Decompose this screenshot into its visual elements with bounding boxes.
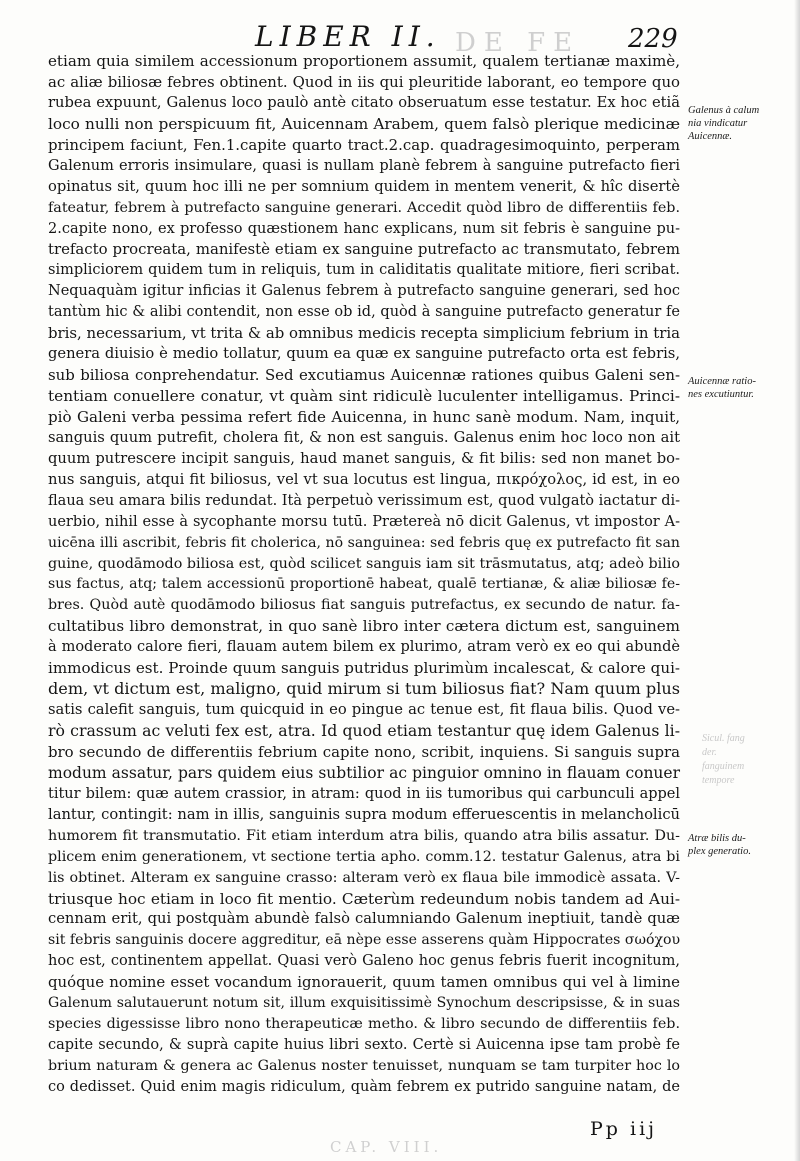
text-line: brium naturam & genera ac Galenus noster tenuisset, nunquam se tam turpiter hoc lo [48, 1058, 680, 1074]
text-line: Nequaquàm igitur inficias it Galenus febrem à putrefacto sanguine generari, sed hoc [48, 283, 680, 300]
text-line: co dedisset. Quid enim magis ridiculum, quàm febrem ex putrido sanguine natam, de [48, 1078, 680, 1095]
marginal-note-line: nes excutiuntur. [688, 389, 754, 400]
text-line: opinatus sit, quum hoc illi ne per somnium quidem in mentem venerit, & hîc disertè [48, 177, 680, 195]
show-through-margin-text [702, 732, 745, 788]
text-line: nus sanguis, atqui fit biliosus, vel vt sua locutus est lingua, πικρόχολος, id est, in eo [48, 470, 680, 488]
text-line: sanguis quum putrefit, cholera fit, & non est sanguis. Galenus enim hoc loco non ait [48, 428, 680, 446]
text-line: sub biliosa conprehendatur. Sed excutiamus Auicennæ rationes quibus Galeni sen- [48, 366, 680, 385]
text-line: tentiam conuellere conatur, vt quàm sint ridiculè luculenter intelligamus. Princi- [48, 387, 680, 405]
marginal-note-line: Auicennæ ratio- [688, 376, 756, 387]
text-line: tantùm hic & alibi contendit, non esse ob id, quòd à sanguine putrefacto generatur fe [48, 304, 680, 321]
text-line: lantur, contingit: nam in illis, sanguinis supra modum efferuescentis in melancholicū [48, 805, 680, 823]
marginal-note-line: Atræ bilis du- [688, 833, 746, 844]
text-line: quóque nomine esset vocandum ignorauerit, quum tamen omnibus qui vel à limine [48, 973, 680, 992]
text-line: dem, vt dictum est, maligno, quid mirum si tum biliosus fiat? Nam quum plus [48, 679, 680, 699]
show-through-line: fanguinem [702, 761, 745, 772]
text-line: sit febris sanguinis docere aggreditur, eā nèpe esse asserens quàm Hippocrates σωόχου [48, 932, 681, 949]
running-title: LIBER II. [255, 20, 441, 53]
text-line: trefacto procreata, manifestè etiam ex sanguine putrefacto ac transmutato, febrem [48, 240, 680, 259]
text-line: etiam quia similem accessionum proportionem assumit, qualem tertianæ maximè, [48, 52, 680, 70]
text-line: piò Galeni verba pessima refert fide Auicenna, in hunc sanè modum. Nam, inquit, [48, 407, 680, 426]
text-line: titur bilem: quæ autem crassior, in atram: quod in iis tumoribus qui carbunculi appel [48, 785, 680, 802]
text-line: capite secundo, & suprà capite huius libri sexto. Certè si Auicenna ipse tam probè fe [48, 1037, 680, 1054]
text-line: hoc est, continentem appellat. Quasi verò Galeno hoc genus febris fuerit incognitum, [48, 953, 680, 970]
marginal-note-line: plex generatio. [688, 846, 751, 857]
text-line: guine, quodāmodo biliosa est, quòd scilicet sanguis iam sit trāsmutatus, atq; adeò bilio [48, 555, 680, 572]
marginal-note-line: nia vindicatur [688, 118, 748, 129]
marginal-note-line: Auicennæ. [688, 131, 733, 142]
show-through-line: tempore [702, 775, 735, 786]
main-text-block [48, 51, 680, 1098]
text-line: à moderato calore fieri, flauam autem bilem ex plurimo, atram verò ex eo qui abundè [48, 639, 680, 656]
text-line: immodicus est. Proinde quum sanguis putridus plurimùm incalescat, & calore qui- [48, 659, 680, 678]
text-line: fateatur, febrem à putrefacto sanguine generari. Accedit quòd libro de differentiis feb. [48, 199, 680, 216]
text-line: uicēna illi ascribit, febris fit cholerica, nō sanguinea: sed febris quę ex putrefacto fit san [48, 534, 680, 551]
text-line: uerbio, nihil esse à sycophante morsu tutū. Prætereà nō dicit Galenus, vt impostor A- [48, 513, 680, 530]
text-line: species digessisse libro nono therapeuticæ metho. & libro secundo de differentiis feb. [48, 1016, 680, 1033]
text-line: flaua seu amara bilis redundat. Ità perpetuò verissimum est, quod vulgatò iactatur di- [48, 492, 681, 509]
text-line: simpliciorem quidem tum in reliquis, tum in caliditatis qualitate mitiore, fieri scribat. [48, 262, 680, 279]
text-line: loco nulli non perspicuum fit, Auicennam Arabem, quem falsò plerique medicinæ [48, 114, 680, 133]
text-line: bris, necessarium, vt trita & ab omnibus medicis recepta simplicium febrium in tria [48, 324, 680, 343]
marginal-note-auicennae [688, 375, 798, 401]
text-line: humorem fit transmutatio. Fit etiam interdum atra bilis, quando atra bilis assatur. Du- [48, 827, 680, 844]
text-line: ac aliæ biliosæ febres obtinent. Quod in iis qui pleuritide laborant, eo tempore quo [48, 72, 680, 91]
marginal-note-line: Galenus à calum [688, 105, 760, 116]
text-line: cennam erit, qui postquàm abundè falsò calumniando Galenum ineptiuit, tandè quæ [48, 910, 680, 928]
text-line: bro secundo de differentiis febrium capite nono, scribit, inquiens. Si sanguis supra [48, 742, 680, 761]
signature-mark: Pp iij [590, 1118, 658, 1140]
text-line: Galenum salutauerunt notum sit, illum exquisitissimè Synochum descripsisse, & in suas [48, 995, 680, 1012]
text-line: quum putrescere incipit sanguis, haud manet sanguis, & fit bilis: sed non manet bo- [48, 449, 680, 467]
show-through-line: Sicul. fang [702, 733, 745, 744]
show-through-footer: CAP. VIII. [330, 1138, 443, 1156]
text-line: rò crassum ac veluti fex est, atra. Id quod etiam testantur quę idem Galenus li- [48, 721, 680, 740]
text-line: Galenum erroris insimulare, quasi is nullam planè febrem à sanguine putrefacto fieri [48, 157, 680, 174]
show-through-text: DE FE [455, 28, 581, 58]
text-line: 2.capite nono, ex professo quæstionem hanc explicans, num sit febris è sanguine pu- [48, 220, 680, 237]
text-line: lis obtinet. Alteram ex sanguine crasso: alteram verò ex flaua bile immodicè assata. V- [48, 869, 680, 886]
text-line: cultatibus libro demonstrat, in quo sanè libro inter cætera dictum est, sanguinem [48, 617, 680, 636]
text-line: modum assatur, pars quidem eius subtilior ac pinguior omnino in flauam conuer [48, 763, 680, 782]
marginal-note-galenus [688, 104, 798, 143]
text-line: satis calefit sanguis, tum quicquid in eo pingue ac tenue est, fit flaua bilis. Quod ve- [48, 701, 680, 719]
page-fold-shadow [794, 0, 800, 1161]
text-line: rubea expuunt, Galenus loco paulò antè citato obseruatum esse testatur. Ex hoc etiã [48, 93, 680, 111]
marginal-note-atrae-bilis [688, 832, 798, 858]
page-number: 229 [628, 24, 678, 54]
text-line: sus factus, atq; talem accessionū proportionē habeat, qualē tertianæ, & aliæ biliosæ fe- [48, 576, 680, 593]
text-line: principem faciunt, Fen.1.capite quarto tract.2.cap. quadragesimoquinto, perperam [48, 135, 680, 154]
show-through-line: der. [702, 747, 717, 758]
text-line: genera diuisio è medio tollatur, quum ea quæ ex sanguine putrefacto orta est febris, [48, 345, 680, 363]
text-line: plicem enim generationem, vt sectione tertia apho. comm.12. testatur Galenus, atra bi [48, 848, 680, 865]
text-line: bres. Quòd autè quodāmodo biliosus fiat sanguis putrefactus, ex secundo de natur. fa- [48, 597, 680, 614]
text-line: triusque hoc etiam in loco fit mentio. Cæterùm redeundum nobis tandem ad Aui- [48, 889, 680, 908]
